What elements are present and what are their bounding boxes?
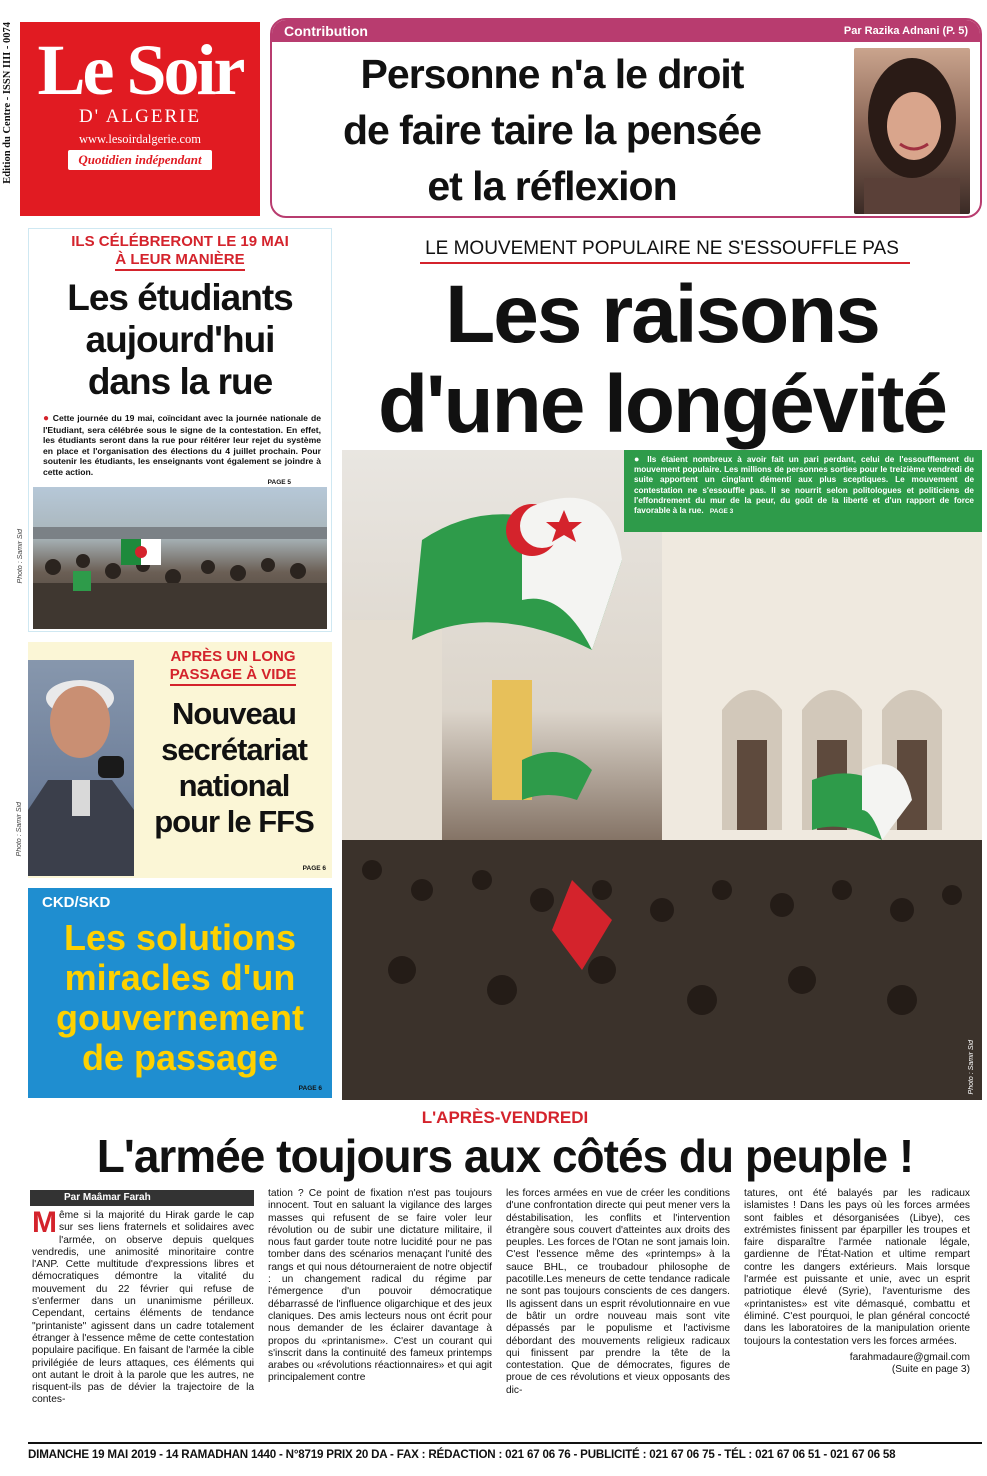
contribution-header	[272, 20, 980, 42]
logo-tagline: Quotidien indépendant	[68, 150, 211, 170]
army-col-1: Même si la majorité du Hirak garde le cap sur ses liens fraternels et solidaires avec l'armée, on observe depuis quelques vendredis, une animosité minoritaire contre l'ANP. Cette multitude d'expressions libres et démocratiques démontre la vitalité du mouvement du 22 février qui refuse de s'enfermer dans un unanimisme périlleux. Cependant, certains éléments de tendance "printaniste" agissent dans un cadre totalement étranger à l'essence même de cette contestation populaire pacifique. En faisant de l'armée la cible privilégiée de leurs attaques, ces éléments qui ont autant le droit à la parole que les autres, ne risquent-ils pas de dévier la trajectoire de la contes-	[32, 1206, 254, 1406]
army-col-3: les forces armées en vue de créer les conditions d'une confrontation directe qui peut mener vers la déstabilisation, les conflits et l'intervention étrangère sous couvert d'atteintes aux droits des peuples. Les forces de l'Otan ne sont jamais loin. C'est l'essence même des «printemps» à la sauce BHL, ce troubadour philosophe de pacotille.Les meneurs de cette tendance radicale ne sont pas toujours conscients de ces dangers. Ils agissent dans un esprit révolutionnaire en vue de bâtir un ordre nouveau mais sont vite dépassés par le populisme et l'activisme débordant des mouvements religieux radicaux qui finissent par prendre la tête de la contestation. Que de démocrates, figures de proue de ces révolutions et vieux opposants des dic-	[506, 1188, 730, 1396]
students-title: Les étudiants aujourd'hui dans la rue	[67, 277, 293, 402]
main-kicker-underline	[420, 262, 910, 264]
army-col-2: tation ? Ce point de fixation n'est pas toujours innocent. Tout en saluant la vigilance des larges masses qui refusent de se faire voler leur révolution ou de subir une dictature militaire, il nous faut garder toute notre lucidité pour ne pas tomber dans des scénarios menaçant l'unité des rangs et qui nous détourneraient de notre objectif : un changement radical du régime par l'émergence d'un pouvoir démocratique débarrassé de l'influence oligarchique et des jeux claniques. Des amis lecteurs nous ont écrit pour nous demander de les éclairer davantage à propos du «printanisme». C'est un courant qui s'inscrit dans la continuité des fameux printemps arabes ou «révolutions réactionnaires» et qui agit principalement contre	[268, 1188, 492, 1384]
army-byline: Par Maâmar Farah	[30, 1190, 254, 1206]
army-continued[interactable]: (Suite en page 3)	[891, 1364, 970, 1376]
ffs-page-ref[interactable]: PAGE 6	[302, 865, 326, 872]
students-page-ref[interactable]: PAGE 5	[267, 479, 291, 486]
logo-url: www.lesoirdalgerie.com	[78, 132, 202, 146]
army-col-4: tatures, ont été balayés par les radicaux islamistes ! Dans les pays où les forces armées sont faibles et désorganisées (Libye), ces extrémistes finissent par éparpiller les troupes et faire disparaître l'armée nationale légale, gardienne de l'État-Nation et ultime rempart contre les dangers extérieurs. Mais lorsque l'armée est puissante et unie, avec un esprit patriotique élevé (Syrie), l'aventurisme des «printanistes» est vite démasqué, combattu et éliminé. C'est pourquoi, le plan général concocté dans les laboratoires de la manipulation oriente toujours la contestation vers les forces armées. farahmadaure@gmail.com (Suite en page 3)	[744, 1188, 970, 1376]
main-photo	[342, 450, 982, 1100]
ffs-title: Nouveau secrétariat national pour le FFS	[154, 696, 314, 839]
main-caption: Ils étaient nombreux à avoir fait un pari perdant, celui de l'essoufflement du mouvement populaire. Les millions de personnes sorties pour le treizième vendredi de suite apportent un cinglant démenti aux plus sceptiques. Le mouvement de contestation ne s'essouffle pas. Il se nourrit selon politologues et politiciens de l'effondrement du mur de la peur, du goût de la liberté et d'un rapport de force favorable à la rue.	[634, 455, 975, 516]
contribution-label: Contribution	[284, 23, 368, 39]
main-title: Les raisons d'une longévité	[377, 269, 947, 450]
ckd-title: Les solutions miracles d'un gouvernement de passage	[55, 917, 305, 1078]
main-page-ref[interactable]: PAGE 3	[709, 508, 734, 516]
army-kicker: L'APRÈS-VENDREDI	[421, 1108, 589, 1127]
students-body: ● Cette journée du 19 mai, coïncidant avec la journée nationale de l'Etudiant, sera célébrée sous le signe de la contestation. En effet, les étudiants seront dans la rue pour réitérer leur rejet du système en place et l'organisation des élections du 4 juillet prochain. Pour soutenir les étudiants, les enseignants vont également se joindre à cette action.	[43, 413, 321, 477]
logo-subtitle: D' ALGERIE	[78, 106, 202, 127]
contribution-box[interactable]	[270, 18, 982, 218]
students-box[interactable]	[17, 228, 332, 632]
army-article[interactable]	[28, 1106, 982, 1438]
students-kicker: ILS CÉLÉBRERONT LE 19 MAI À LEUR MANIÈRE	[29, 233, 331, 271]
ffs-box[interactable]	[16, 642, 332, 878]
masthead-side-text: Edition du Centre - ISSN IIII - 0074	[2, 22, 13, 184]
main-kicker: LE MOUVEMENT POPULAIRE NE S'ESSOUFFLE PAS	[425, 238, 899, 259]
author-photo	[854, 48, 970, 214]
ffs-photo-credit: Photo : Samir Sid	[16, 802, 23, 857]
main-photo-credit: Photo : Samir Sid	[968, 1040, 975, 1095]
main-caption-box[interactable]: ● Ils étaient nombreux à avoir fait un pari perdant, celui de l'essoufflement du mouvement populaire. Les millions de personnes sorties pour le treizième vendredi de suite apportent un cinglant démenti aux plus sceptiques. Le mouvement de contestation ne s'essouffle pas. Il se nourrit selon politologues et politiciens de l'effondrement du mur de la peur, du goût de la liberté et d'un rapport de force favorable à la rue. PAGE 3	[624, 450, 982, 532]
contribution-author: Par Razika Adnani (P. 5)	[843, 25, 968, 37]
logo-text: Le Soir	[37, 30, 243, 110]
students-photo	[33, 487, 327, 629]
ckd-kicker: CKD/SKD	[42, 894, 111, 911]
ffs-kicker: APRÈS UN LONG PASSAGE À VIDE	[138, 648, 328, 686]
army-title: L'armée toujours aux côtés du peuple !	[96, 1130, 914, 1182]
army-email[interactable]: farahmadaure@gmail.com	[849, 1351, 970, 1363]
students-photo-credit: Photo : Samir Sid	[17, 529, 24, 584]
ckd-box[interactable]	[28, 888, 332, 1098]
footer-text: DIMANCHE 19 MAI 2019 - 14 RAMADHAN 1440 - N°8719 PRIX 20 DA - FAX : RÉDACTION : 021 67 06 76 - PUBLICITÉ : 021 67 06 75 - TÉL : 021 67 06 51 - 021 67 06 58	[28, 1448, 896, 1461]
masthead-logo[interactable]	[20, 22, 260, 216]
ckd-page-ref[interactable]: PAGE 6	[298, 1085, 322, 1092]
contribution-title: Personne n'a le droit de faire taire la pensée et la réflexion	[342, 51, 762, 209]
footer-bar	[28, 1442, 982, 1464]
ffs-photo	[28, 660, 134, 876]
